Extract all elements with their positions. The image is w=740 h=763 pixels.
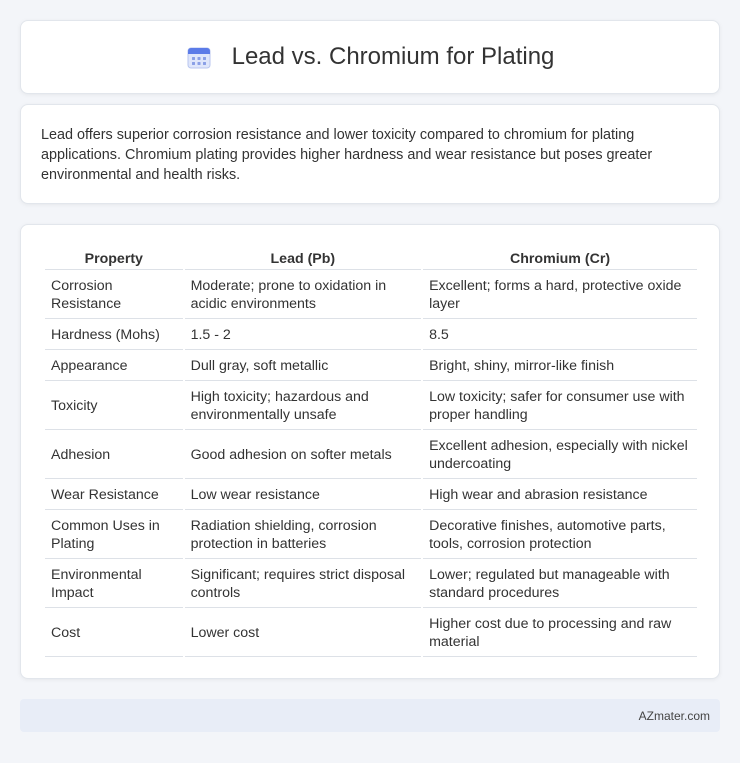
page-title: Lead vs. Chromium for Plating — [231, 43, 555, 70]
row-chromium-value: High wear and abrasion resistance — [423, 481, 697, 510]
row-property: Wear Resistance — [45, 481, 183, 510]
row-property: Hardness (Mohs) — [45, 321, 183, 350]
row-chromium-value: Excellent adhesion, especially with nickel undercoating — [423, 432, 697, 479]
table-header-row — [45, 247, 697, 270]
comparison-table — [43, 245, 699, 659]
table-row — [45, 481, 697, 510]
column-header-chromium: Chromium (Cr) — [423, 247, 697, 270]
intro-text: Lead offers superior corrosion resistance and lower toxicity compared to chromium for plating applications. Chromium plating provides higher hardness and wear resistance but poses greater environmental and health risks. — [41, 127, 653, 183]
row-property: Common Uses in Plating — [45, 512, 183, 559]
footer-brand[interactable]: AZmater.com — [638, 708, 710, 723]
footer — [20, 699, 720, 732]
row-lead-value: Good adhesion on softer metals — [185, 432, 422, 479]
row-lead-value: High toxicity; hazardous and environmentally unsafe — [185, 383, 422, 430]
row-property: Cost — [45, 610, 183, 657]
table-row — [45, 352, 697, 381]
table-row — [45, 512, 697, 559]
row-chromium-value: 8.5 — [423, 321, 697, 350]
row-chromium-value: Higher cost due to processing and raw material — [423, 610, 697, 657]
row-chromium-value: Lower; regulated but manageable with standard procedures — [423, 561, 697, 608]
row-lead-value: Lower cost — [185, 610, 422, 657]
table-row — [45, 432, 697, 479]
calendar-icon — [186, 44, 212, 70]
table-row — [45, 561, 697, 608]
row-chromium-value: Bright, shiny, mirror-like finish — [423, 352, 697, 381]
row-chromium-value: Decorative finishes, automotive parts, tools, corrosion protection — [423, 512, 697, 559]
column-header-lead: Lead (Pb) — [185, 247, 422, 270]
row-lead-value: Significant; requires strict disposal controls — [185, 561, 422, 608]
title-card — [20, 20, 720, 94]
row-property: Toxicity — [45, 383, 183, 430]
row-lead-value: Dull gray, soft metallic — [185, 352, 422, 381]
row-property: Appearance — [45, 352, 183, 381]
row-property: Adhesion — [45, 432, 183, 479]
table-row — [45, 272, 697, 319]
row-lead-value: Moderate; prone to oxidation in acidic environments — [185, 272, 422, 319]
row-lead-value: 1.5 - 2 — [185, 321, 422, 350]
intro-card — [20, 104, 720, 204]
table-row — [45, 383, 697, 430]
row-chromium-value: Low toxicity; safer for consumer use with proper handling — [423, 383, 697, 430]
comparison-table-card — [20, 224, 720, 679]
table-row — [45, 610, 697, 657]
row-lead-value: Radiation shielding, corrosion protection in batteries — [185, 512, 422, 559]
column-header-property: Property — [45, 247, 183, 270]
row-chromium-value: Excellent; forms a hard, protective oxide layer — [423, 272, 697, 319]
row-property: Environmental Impact — [45, 561, 183, 608]
table-row — [45, 321, 697, 350]
row-property: Corrosion Resistance — [45, 272, 183, 319]
row-lead-value: Low wear resistance — [185, 481, 422, 510]
